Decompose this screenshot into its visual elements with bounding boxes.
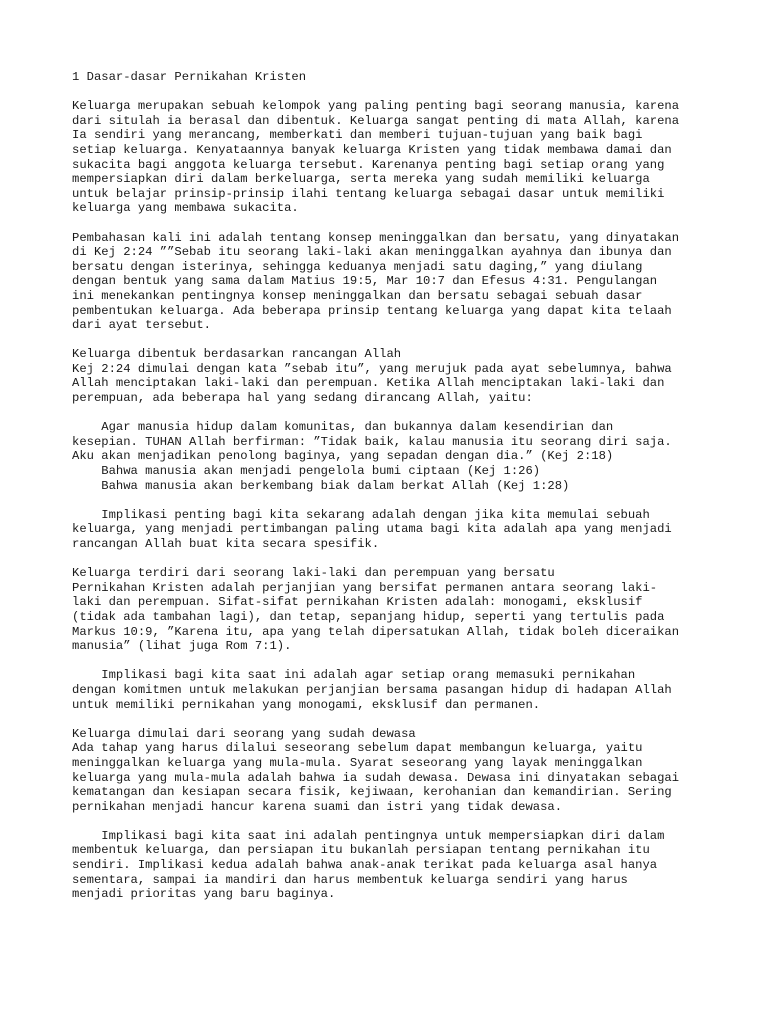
text-line: Markus 10:9, ”Karena itu, apa yang telah dipersatukan Allah, tidak boleh diceraikan (72, 624, 680, 639)
text-line: menjadi prioritas yang baru baginya. (72, 887, 336, 902)
text-line: Bahwa manusia akan berkembang biak dalam berkat Allah (Kej 1:28) (72, 478, 570, 493)
text-line: pernikahan menjadi hancur karena suami dan istri yang tidak dewasa. (72, 799, 563, 814)
text-line: sendiri. Implikasi kedua adalah bahwa anak-anak terikat pada keluarga asal hanya (72, 858, 658, 873)
text-line: Keluarga terdiri dari seorang laki-laki dan perempuan yang bersatu (72, 566, 555, 581)
text-line: setiap keluarga. Kenyataannya banyak keluarga Kristen yang tidak membawa damai dan (72, 142, 672, 157)
text-line: Ada tahap yang harus dilalui seseorang sebelum dapat membangun keluarga, yaitu (72, 741, 643, 756)
text-line: Kej 2:24 dimulai dengan kata ”sebab itu”, yang merujuk pada ayat sebelumnya, bahwa (72, 361, 672, 376)
paragraph (72, 508, 712, 552)
paragraph (72, 566, 712, 654)
text-line: Pernikahan Kristen adalah perjanjian yang bersifat permanen antara seorang laki- (72, 580, 658, 595)
paragraph (72, 420, 712, 493)
text-line: laki dan perempuan. Sifat-sifat pernikahan Kristen adalah: monogami, eksklusif (72, 595, 643, 610)
text-line: Ia sendiri yang merancang, memberkati dan memberi tujuan-tujuan yang baik bagi (72, 128, 643, 143)
text-line: Implikasi penting bagi kita sekarang adalah dengan jika kita memulai sebuah (72, 507, 650, 522)
text-line: sukacita bagi anggota keluarga tersebut. Karenanya penting bagi setiap orang yang (72, 157, 665, 172)
paragraph-list (72, 99, 712, 902)
text-line: dari ayat tersebut. (72, 318, 211, 333)
paragraph (72, 231, 712, 333)
text-line: di Kej 2:24 ””Sebab itu seorang laki-laki akan meninggalkan ayahnya dan ibunya dan (72, 245, 672, 260)
text-line: Pembahasan kali ini adalah tentang konsep meninggalkan dan bersatu, yang dinyatakan (72, 230, 680, 245)
text-line: (tidak ada tambahan lagi), dan tetap, sepanjang hidup, seperti yang tertulis pada (72, 609, 665, 624)
text-line: keluarga yang mula-mula adalah bahwa ia sudah dewasa. Dewasa ini dinyatakan sebagai (72, 770, 680, 785)
paragraph (72, 99, 712, 216)
paragraph (72, 347, 712, 405)
document-title (72, 70, 712, 85)
text-line: untuk belajar prinsip-prinsip ilahi tentang keluarga sebagai dasar untuk memiliki (72, 186, 665, 201)
text-line: untuk memiliki pernikahan yang monogami, eksklusif dan permanen. (72, 697, 541, 712)
text-line: Allah menciptakan laki-laki dan perempuan. Ketika Allah menciptakan laki-laki dan (72, 376, 665, 391)
paragraph (72, 829, 712, 902)
text-line: dengan bentuk yang sama dalam Matius 19:5, Mar 10:7 dan Efesus 4:31. Pengulangan (72, 274, 658, 289)
text-line: kematangan dan kesiapan secara fisik, kejiwaan, kerohanian dan kemandirian. Sering (72, 785, 672, 800)
paragraph (72, 668, 712, 712)
text-line: ini menekankan pentingnya konsep meninggalkan dan bersatu sebagai sebuah dasar (72, 288, 643, 303)
text-line: pembentukan keluarga. Ada beberapa prinsip tentang keluarga yang dapat kita telaah (72, 303, 672, 318)
text-line: Implikasi bagi kita saat ini adalah agar setiap orang memasuki pernikahan (72, 668, 636, 683)
text-line: keluarga, yang menjadi pertimbangan paling utama bagi kita adalah apa yang menjadi (72, 522, 672, 537)
text-line: dengan komitmen untuk melakukan perjanjian bersama pasangan hidup di hadapan Allah (72, 682, 672, 697)
text-line: manusia” (lihat juga Rom 7:1). (72, 639, 292, 654)
text-line: kesepian. TUHAN Allah berfirman: ”Tidak baik, kalau manusia itu seorang diri saja. (72, 434, 672, 449)
text-line: bersatu dengan isterinya, sehingga keduanya menjadi satu daging,” yang diulang (72, 259, 643, 274)
text-line: Aku akan menjadikan penolong baginya, yang sepadan dengan dia.” (Kej 2:18) (72, 449, 614, 464)
text-line: dari situlah ia berasal dan dibentuk. Keluarga sangat penting di mata Allah, karena (72, 113, 680, 128)
title-line: 1 Dasar-dasar Pernikahan Kristen (72, 70, 307, 84)
text-line: Keluarga dibentuk berdasarkan rancangan Allah (72, 347, 402, 362)
text-line: meninggalkan keluarga yang mula-mula. Syarat seseorang yang layak meninggalkan (72, 755, 643, 770)
text-line: perempuan, ada beberapa hal yang sedang dirancang Allah, yaitu: (72, 391, 533, 406)
text-line: mempersiapkan diri dalam berkeluarga, serta mereka yang sudah memiliki keluarga (72, 172, 650, 187)
text-line: rancangan Allah buat kita secara spesifik. (72, 537, 380, 551)
document-body (72, 70, 712, 916)
text-line: keluarga yang membawa sukacita. (72, 201, 299, 216)
text-line: sementara, sampai ia mandiri dan harus membentuk keluarga sendiri yang harus (72, 872, 628, 887)
text-line: Agar manusia hidup dalam komunitas, dan bukannya dalam kesendirian dan (72, 420, 614, 435)
text-line: membentuk keluarga, dan persiapan itu bukanlah persiapan tentang pernikahan itu (72, 843, 650, 858)
text-line: Keluarga dimulai dari seorang yang sudah dewasa (72, 726, 416, 741)
text-line: Implikasi bagi kita saat ini adalah pentingnya untuk mempersiapkan diri dalam (72, 828, 665, 843)
text-line: Bahwa manusia akan menjadi pengelola bumi ciptaan (Kej 1:26) (72, 464, 541, 479)
text-line: Keluarga merupakan sebuah kelompok yang paling penting bagi seorang manusia, karena (72, 99, 680, 114)
paragraph (72, 727, 712, 815)
